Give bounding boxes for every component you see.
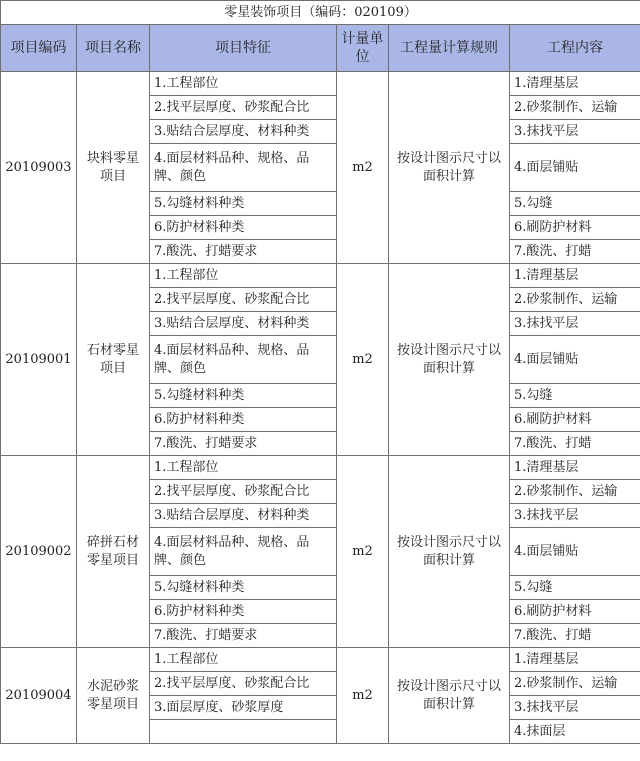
work-content-cell: 3.抹找平层 — [510, 504, 640, 528]
work-content-cell: 2.砂浆制作、运输 — [510, 672, 640, 696]
feature-cell: 5.勾缝材料种类 — [150, 576, 337, 600]
feature-cell: 6.防护材料种类 — [150, 408, 337, 432]
header-item-features: 项目特征 — [150, 25, 337, 72]
work-content-cell: 7.酸洗、打蜡 — [510, 624, 640, 648]
header-item-code: 项目编码 — [1, 25, 77, 72]
header-calc-rule: 工程量计算规则 — [389, 25, 510, 72]
feature-cell: 3.贴结合层厚度、材料种类 — [150, 120, 337, 144]
work-content-cell: 5.勾缝 — [510, 192, 640, 216]
item-name-cell: 石材零星项目 — [77, 264, 150, 456]
work-content-cell: 1.清理基层 — [510, 456, 640, 480]
feature-cell: 4.面层材料品种、规格、品牌、颜色 — [150, 528, 337, 576]
table-row — [1, 264, 640, 288]
header-item-name: 项目名称 — [77, 25, 150, 72]
unit-cell: m2 — [337, 648, 389, 744]
item-name-cell: 块料零星项目 — [77, 72, 150, 264]
work-content-cell: 6.刷防护材料 — [510, 216, 640, 240]
table-caption: 零星装饰项目（编码：020109） — [1, 1, 640, 25]
feature-cell: 2.找平层厚度、砂浆配合比 — [150, 672, 337, 696]
unit-cell: m2 — [337, 456, 389, 648]
item-name-cell: 水泥砂浆零星项目 — [77, 648, 150, 744]
work-content-cell: 6.刷防护材料 — [510, 600, 640, 624]
work-content-cell: 1.清理基层 — [510, 264, 640, 288]
calc-rule-cell: 按设计图示尺寸以面积计算 — [389, 456, 510, 648]
work-content-cell: 7.酸洗、打蜡 — [510, 240, 640, 264]
calc-rule-cell: 按设计图示尺寸以面积计算 — [389, 264, 510, 456]
feature-cell: 2.找平层厚度、砂浆配合比 — [150, 288, 337, 312]
table-row — [1, 72, 640, 96]
feature-cell: 2.找平层厚度、砂浆配合比 — [150, 480, 337, 504]
feature-cell: 7.酸洗、打蜡要求 — [150, 432, 337, 456]
work-content-cell: 1.清理基层 — [510, 72, 640, 96]
header-work-content: 工程内容 — [510, 25, 640, 72]
work-content-cell: 4.面层铺贴 — [510, 144, 640, 192]
work-content-cell: 2.砂浆制作、运输 — [510, 96, 640, 120]
work-content-cell: 4.面层铺贴 — [510, 336, 640, 384]
feature-cell: 5.勾缝材料种类 — [150, 192, 337, 216]
table-row — [1, 648, 640, 672]
feature-cell: 1.工程部位 — [150, 72, 337, 96]
feature-cell: 5.勾缝材料种类 — [150, 384, 337, 408]
item-code-cell: 20109001 — [1, 264, 77, 456]
work-content-cell: 5.勾缝 — [510, 384, 640, 408]
feature-cell: 1.工程部位 — [150, 648, 337, 672]
feature-cell: 3.贴结合层厚度、材料种类 — [150, 312, 337, 336]
feature-cell: 7.酸洗、打蜡要求 — [150, 624, 337, 648]
calc-rule-cell: 按设计图示尺寸以面积计算 — [389, 648, 510, 744]
feature-cell: 7.酸洗、打蜡要求 — [150, 240, 337, 264]
header-unit: 计量单位 — [337, 25, 389, 72]
feature-cell: 4.面层材料品种、规格、品牌、颜色 — [150, 336, 337, 384]
work-content-cell: 3.抹找平层 — [510, 312, 640, 336]
feature-cell: 3.面层厚度、砂浆厚度 — [150, 696, 337, 720]
feature-cell: 3.贴结合层厚度、材料种类 — [150, 504, 337, 528]
feature-cell: 6.防护材料种类 — [150, 216, 337, 240]
work-content-cell: 7.酸洗、打蜡 — [510, 432, 640, 456]
item-code-cell: 20109004 — [1, 648, 77, 744]
work-content-cell: 2.砂浆制作、运输 — [510, 480, 640, 504]
feature-cell: 4.面层材料品种、规格、品牌、颜色 — [150, 144, 337, 192]
feature-cell: 1.工程部位 — [150, 456, 337, 480]
work-content-cell: 2.砂浆制作、运输 — [510, 288, 640, 312]
calc-rule-cell: 按设计图示尺寸以面积计算 — [389, 72, 510, 264]
feature-cell: 1.工程部位 — [150, 264, 337, 288]
unit-cell: m2 — [337, 72, 389, 264]
work-content-cell: 6.刷防护材料 — [510, 408, 640, 432]
work-content-cell: 1.清理基层 — [510, 648, 640, 672]
item-name-cell: 碎拼石材零星项目 — [77, 456, 150, 648]
feature-cell: 2.找平层厚度、砂浆配合比 — [150, 96, 337, 120]
header-row — [1, 25, 640, 72]
work-content-cell: 3.抹找平层 — [510, 696, 640, 720]
work-content-cell: 4.面层铺贴 — [510, 528, 640, 576]
work-content-cell: 5.勾缝 — [510, 576, 640, 600]
feature-cell — [150, 720, 337, 744]
item-code-cell: 20109002 — [1, 456, 77, 648]
table-row — [1, 456, 640, 480]
work-content-cell: 3.抹找平层 — [510, 120, 640, 144]
item-code-cell: 20109003 — [1, 72, 77, 264]
feature-cell: 6.防护材料种类 — [150, 600, 337, 624]
unit-cell: m2 — [337, 264, 389, 456]
work-content-cell: 4.抹面层 — [510, 720, 640, 744]
